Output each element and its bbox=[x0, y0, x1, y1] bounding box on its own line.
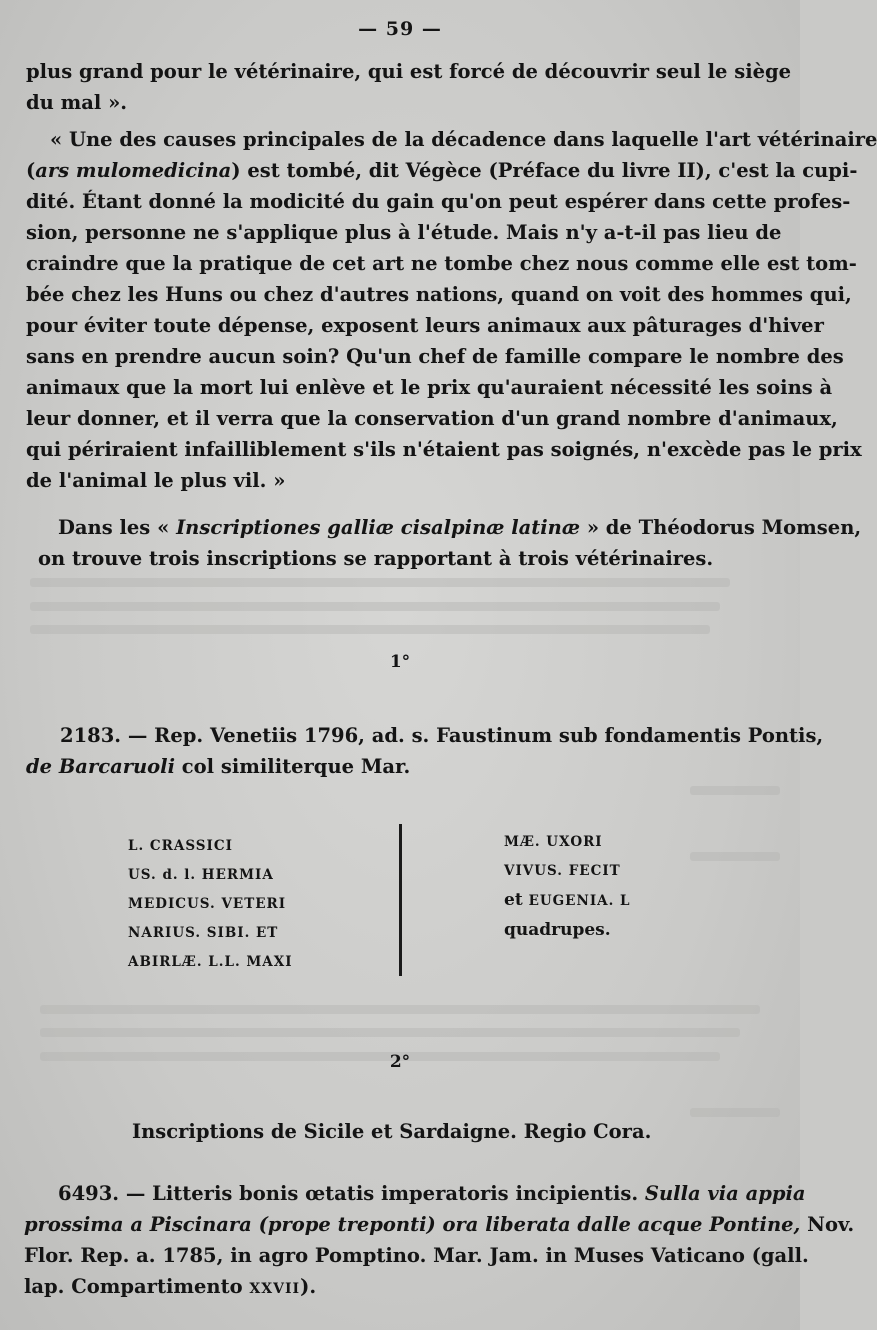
inscription-line: NARIUS. SIBI. ET bbox=[128, 925, 279, 941]
vegece-quote-paragraph bbox=[26, 124, 877, 496]
text-line: qui périraient infailliblement s'ils n'étaient pas soignés, n'excède pas le prix bbox=[26, 438, 862, 461]
page-number: — 59 — bbox=[358, 18, 442, 40]
book-title: Inscriptiones galliæ cisalpinæ latinæ bbox=[176, 516, 581, 539]
section-heading-2: 2° bbox=[389, 1052, 411, 1072]
latin-location: Sulla via appia bbox=[644, 1182, 806, 1205]
text-line: de l'animal le plus vil. » bbox=[26, 469, 286, 492]
section-heading-1: 1° bbox=[389, 652, 411, 672]
inscription-line: MÆ. UXORI bbox=[504, 834, 603, 850]
text-line: 6493. — Litteris bonis œtatis imperatoris incipientis. Sulla via appia bbox=[58, 1182, 806, 1205]
text-line: lap. Compartimento XXVII). bbox=[24, 1275, 317, 1298]
inscription-line: MEDICUS. VETERI bbox=[128, 896, 287, 912]
inscription-divider bbox=[399, 824, 402, 976]
inscription-line: L. CRASSICI bbox=[128, 838, 233, 854]
text-line: pour éviter toute dépense, exposent leurs animaux aux pâturages d'hiver bbox=[26, 314, 824, 337]
latin-term: ars mulomedicina bbox=[35, 159, 232, 182]
text-line: on trouve trois inscriptions se rapportant à trois vétérinaires. bbox=[38, 547, 714, 570]
text-line: Flor. Rep. a. 1785, in agro Pomptino. Mar. Jam. in Muses Vaticano (gall. bbox=[24, 1244, 809, 1267]
inscription-line: US. d. l. HERMIA bbox=[128, 867, 274, 883]
inscription-left-column bbox=[128, 832, 293, 977]
text-line: sans en prendre aucun soin? Qu'un chef de famille compare le nombre des bbox=[26, 345, 844, 368]
text-line: de Barcaruoli col similiterque Mar. bbox=[26, 755, 411, 778]
inscription-right-column bbox=[504, 828, 631, 945]
text-line: plus grand pour le vétérinaire, qui est forcé de découvrir seul le siège bbox=[26, 60, 792, 83]
text-line: bée chez les Huns ou chez d'autres nations, quand on voit des hommes qui, bbox=[26, 283, 852, 306]
inscription-6493-paragraph bbox=[24, 1178, 855, 1305]
text-line: leur donner, et il verra que la conservation d'un grand nombre d'animaux, bbox=[26, 407, 838, 430]
paragraph-continuation bbox=[26, 56, 792, 118]
text-line: (ars mulomedicina) est tombé, dit Végèce (Préface du livre II), c'est la cupi- bbox=[26, 159, 858, 182]
inscription-line: ABIRLÆ. L.L. MAXI bbox=[128, 954, 293, 970]
place-name: de Barcaruoli bbox=[26, 755, 176, 778]
text-line: prossima a Piscinara (prope treponti) ora liberata dalle acque Pontine, Nov. bbox=[24, 1213, 855, 1236]
text-line: Inscriptions de Sicile et Sardaigne. Regio Cora. bbox=[132, 1120, 652, 1143]
inscription-line: et EUGENIA. L bbox=[504, 890, 631, 910]
text-line: dité. Étant donné la modicité du gain qu'on peut espérer dans cette profes- bbox=[26, 190, 851, 213]
inscription-line: VIVUS. FECIT bbox=[504, 863, 621, 879]
latin-location: prossima a Piscinara (prope treponti) ora liberata dalle acque Pontine, bbox=[24, 1213, 801, 1236]
sicily-heading-line bbox=[132, 1116, 692, 1147]
text-line: animaux que la mort lui enlève et le prix qu'auraient nécessité les soins à bbox=[26, 376, 833, 399]
text-line: sion, personne ne s'applique plus à l'étude. Mais n'y a-t-il pas lieu de bbox=[26, 221, 782, 244]
mommsen-paragraph bbox=[26, 512, 862, 574]
text-line: « Une des causes principales de la décadence dans laquelle l'art vétérinaire bbox=[50, 128, 877, 151]
inscription-line: quadrupes. bbox=[504, 920, 611, 940]
text-line: 2183. — Rep. Venetiis 1796, ad. s. Faustinum sub fondamentis Pontis, bbox=[60, 724, 824, 747]
text-line: Dans les « Inscriptiones galliæ cisalpinæ latinæ » de Théodorus Momsen, bbox=[58, 516, 862, 539]
inscription-2183-paragraph bbox=[26, 720, 824, 782]
text-line: du mal ». bbox=[26, 91, 128, 114]
text-line: craindre que la pratique de cet art ne tombe chez nous comme elle est tom- bbox=[26, 252, 857, 275]
